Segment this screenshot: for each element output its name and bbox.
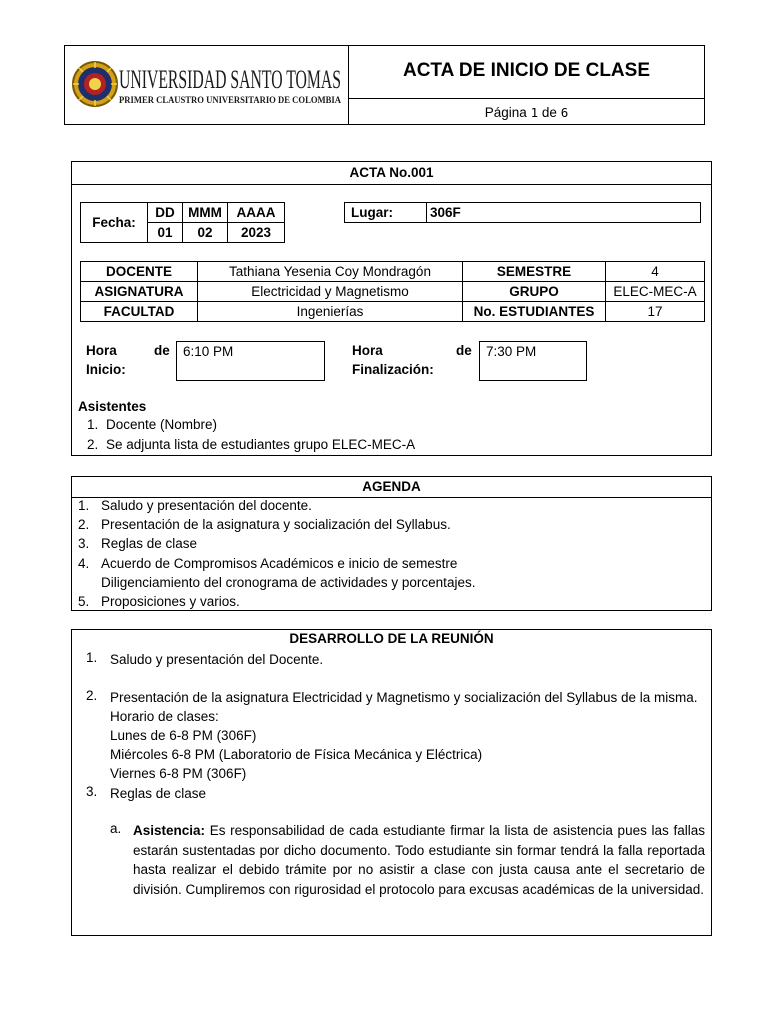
docente-value: Tathiana Yesenia Coy Mondragón [198, 262, 463, 282]
list-item: 5. Proposiciones y varios. [78, 594, 240, 610]
hora-fin-label: Hora de Finalización: [352, 343, 472, 377]
agenda-section [71, 476, 712, 611]
agenda-title: AGENDA [72, 477, 711, 498]
list-item: 2. Presentación de la asignatura y socialización del Syllabus. [78, 517, 451, 533]
asistentes-title: Asistentes [78, 399, 147, 414]
lugar-table [344, 202, 701, 223]
list-item: 2. Se adjunta lista de estudiantes grupo ELEC-MEC-A [87, 436, 416, 452]
agenda-list [72, 496, 475, 611]
acta-number: ACTA No.001 [72, 162, 711, 185]
hora-inicio-label: Hora de Inicio: [86, 343, 170, 377]
estudiantes-value: 17 [606, 302, 705, 322]
asignatura-value: Electricidad y Magnetismo [198, 282, 463, 302]
list-item: 1. Docente (Nombre) [87, 417, 218, 432]
facultad-value: Ingenierías [198, 302, 463, 322]
horario-title: Horario de clases: [110, 709, 219, 724]
semestre-value: 4 [606, 262, 705, 282]
lugar-label: Lugar: [345, 203, 427, 223]
asistencia-text: Es responsabilidad de cada estudiante firmar la lista de asistencia pues las fallas estarán sustentadas por dicho documento. Todo estudiante sin formar tendrá la falla reportada hasta realizar el debido trámite por no asistir a clase con justa causa ante el secretario de división. Cumpliremos con rigurosidad el protocolo para excusas académicas de la universidad. [133, 823, 705, 897]
fecha-table: Fecha: DD MMM AAAA 01 02 2023 [80, 202, 285, 243]
university-subtitle: PRIMER CLAUSTRO UNIVERSITARIO DE COLOMBIA [119, 96, 342, 106]
lugar-value: 306F [427, 203, 701, 223]
fecha-aaaa: 2023 [228, 223, 285, 243]
page-indicator: Página 1 de 6 [484, 105, 569, 120]
asistencia-label: Asistencia: [133, 823, 206, 838]
acta-section [71, 161, 712, 456]
list-item: 3. Reglas de clase [78, 536, 198, 552]
asistentes-list [74, 415, 415, 454]
list-item: 1. Saludo y presentación del docente. [78, 498, 312, 513]
university-seal-icon [69, 56, 345, 112]
list-item: Diligenciamiento del cronograma de actividades y porcentajes. [101, 574, 476, 590]
document-header [64, 45, 705, 125]
info-table: DOCENTE Tathiana Yesenia Coy Mondragón SEMESTRE 4 ASIGNATURA Electricidad y Magnetismo GRUPO ELEC-MEC-A FACULTAD Ingenierías No. ESTUDIANTES 17 [80, 261, 705, 322]
fecha-dd: 01 [148, 223, 183, 243]
fecha-label: Fecha: [81, 203, 148, 243]
university-logo [69, 56, 345, 112]
hora-inicio-value: 6:10 PM [176, 341, 325, 381]
list-item: 4. Acuerdo de Compromisos Académicos e inicio de semestre [78, 555, 458, 571]
fecha-mmm: 02 [183, 223, 228, 243]
hora-fin-value: 7:30 PM [479, 341, 587, 381]
document-title: ACTA DE INICIO DE CLASE [402, 60, 650, 81]
grupo-value: ELEC-MEC-A [606, 282, 705, 302]
university-name: UNIVERSIDAD SANTO TOMAS [119, 65, 341, 94]
desarrollo-section: DESARROLLO DE LA REUNIÓN 1. Saludo y presentación del Docente. 2. Presentación de la asignatura Electricidad y Magnetismo y socialización del Syllabus de la misma. Horario de clases: Lunes de 6-8 PM (306F) Miércoles 6-8 PM (Laboratorio de Física Mecánica y Eléctrica) Viernes 6-8 PM (306F) 3. Reglas de clase a. Asistencia: Es responsabilidad de cada estudiante firmar la lista de asistencia pues las fallas estarán sustentadas por dicho documento. Todo estudiante sin formar tendrá la falla reportada hasta realizar el debido trámite por no asistir a clase con justa causa ante el secretario de división. Cumpliremos con rigurosidad el protocolo para excusas académicas de la universidad. [71, 629, 712, 936]
desarrollo-title: DESARROLLO DE LA REUNIÓN [289, 631, 494, 646]
